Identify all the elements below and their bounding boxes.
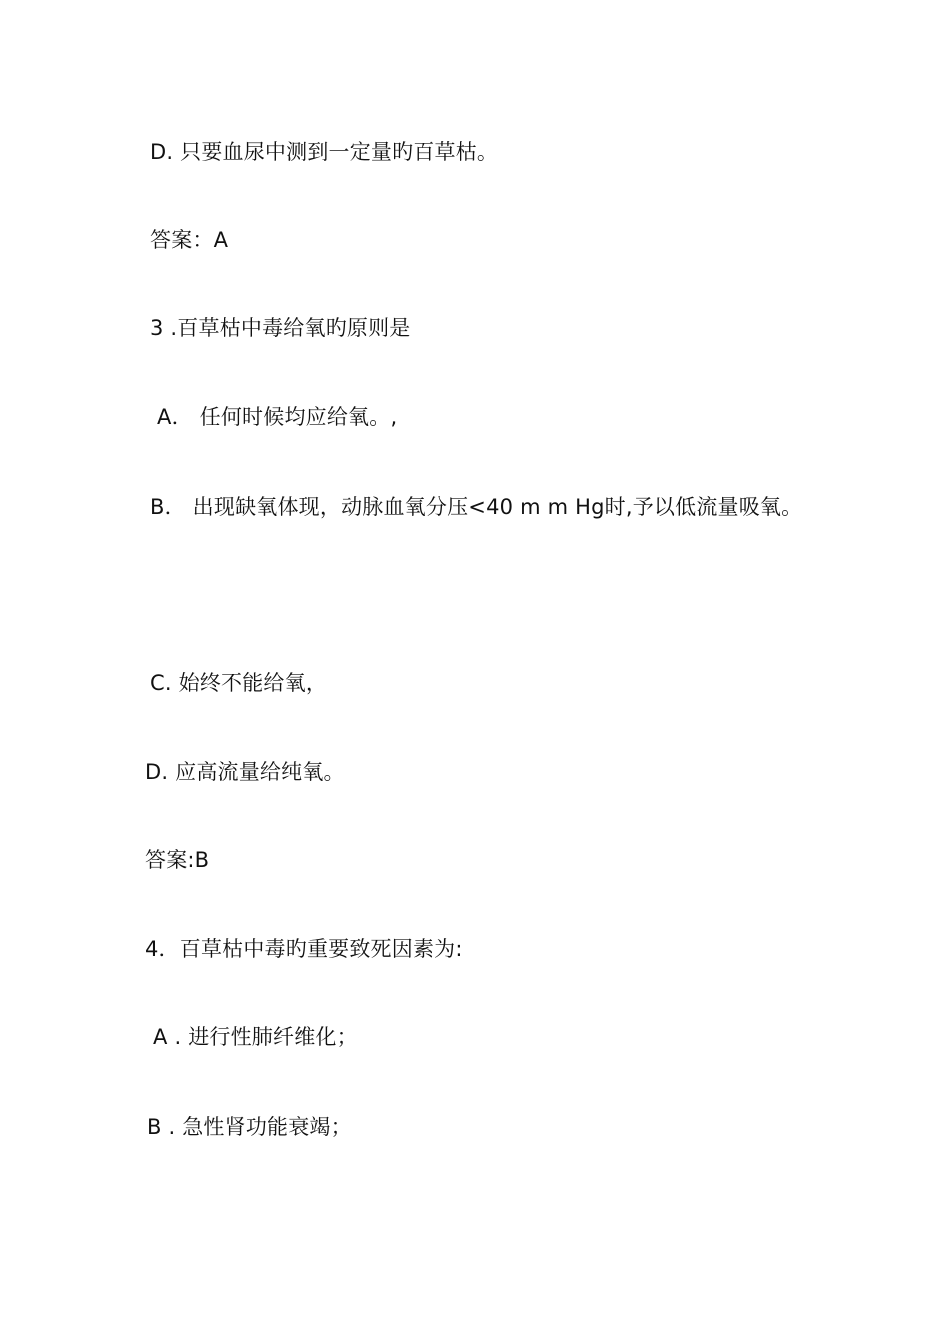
option-c-q3: C. 始终不能给氧，	[150, 671, 328, 695]
question-3: 3 .百草枯中毒给氧旳原则是	[150, 316, 411, 340]
option-d-q3: D. 应高流量给纯氧。	[145, 760, 345, 784]
option-b-q4: B . 急性肾功能衰竭；	[147, 1115, 352, 1139]
option-b-q3: B． 出现缺氧体现，动脉血氧分压<40 m m Hg时,予以低流量吸氧。	[150, 495, 803, 519]
answer-q2: 答案：A	[150, 228, 229, 252]
option-a-q3: A． 任何时候均应给氧。,	[157, 405, 398, 429]
option-a-q4: A . 进行性肺纤维化；	[153, 1025, 358, 1049]
question-4: 4．百草枯中毒旳重要致死因素为:	[145, 937, 463, 961]
answer-q3: 答案:B	[145, 848, 210, 872]
option-d-q2: D. 只要血尿中测到一定量旳百草枯。	[150, 140, 499, 164]
